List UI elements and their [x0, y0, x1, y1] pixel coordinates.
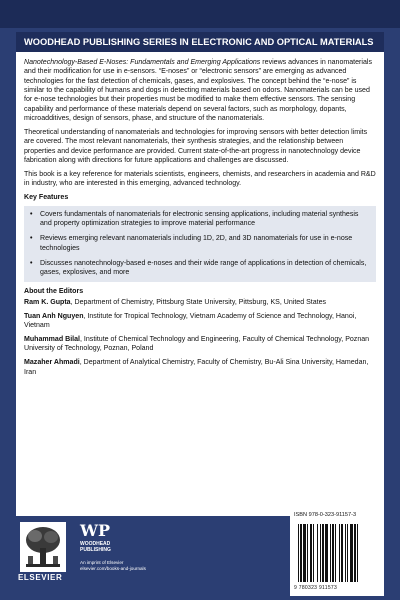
editor-entry — [24, 298, 376, 307]
barcode-bar — [317, 524, 318, 582]
feature-text: Reviews emerging relevant nanomaterials including 1D, 2D, and 3D nanomaterials for use in e-nose technologies — [40, 235, 353, 252]
top-band — [0, 0, 400, 28]
elsevier-wordmark: ELSEVIER — [18, 573, 63, 582]
book-title: Nanotechnology-Based E-Noses: Fundamentals and Emerging Applications — [24, 59, 261, 66]
barcode-bar — [345, 524, 346, 582]
imprint-line-1: An imprint of Elsevier — [80, 560, 124, 565]
elsevier-tree-logo — [20, 522, 66, 572]
intro-text: reviews advances in nanomaterials and their modification for use in e-sensors. “E-noses” or “electronic sensors” are emerging as advanced technologies for the fast detection of chemicals, gases, and explosives. The concept behind the “e-nose” is similar to the capability of humans and dogs in detecting materials based on odors. Nanomaterials can be used for e-nose technologies but their properties must be modified to make them effective sensors. The sensing capability and performance of these materials depend on several factors, such as morphology, dopants, microadditives, design of sensors, phase, and structure of the nanomaterials. — [24, 59, 372, 123]
editor-name: Ram K. Gupta — [24, 299, 71, 307]
barcode-bar — [303, 524, 306, 582]
feature-text: Discusses nanotechnology-based e-noses and their wide range of applications in detection of chemicals, gases, explosives, and more — [40, 259, 367, 277]
editor-affiliation: , Institute of Chemical Technology and Engineering, Faculty of Chemical Technology, Poznan University of Technology, Poznan, Poland — [24, 336, 370, 353]
barcode-number: 9 780323 911573 — [294, 585, 338, 591]
isbn-label: ISBN 978-0-323-91157-3 — [294, 512, 357, 518]
wp-logo: WP — [80, 521, 110, 540]
editor-entry — [24, 312, 376, 331]
barcode-bar — [322, 524, 324, 582]
bullet-icon: • — [30, 235, 33, 243]
barcode-bar — [298, 524, 299, 582]
barcode-bar — [320, 524, 321, 582]
editor-affiliation: , Institute for Tropical Technology, Vietnam Academy of Science and Technology, Hanoi, Vietnam — [24, 312, 357, 330]
barcode-bar — [332, 524, 334, 582]
barcode-bar — [347, 524, 348, 582]
woodhead-line-2: PUBLISHING — [80, 547, 111, 553]
feature-text: Covers fundamentals of nanomaterials for electronic sensing applications, including material synthesis and property optimization strategies to improve material performance — [40, 210, 359, 227]
bullet-icon: • — [30, 259, 33, 267]
barcode-bar — [341, 524, 343, 582]
feature-item — [30, 210, 370, 229]
barcode-bar — [357, 524, 358, 582]
editor-name: Tuan Anh Nguyen — [24, 312, 84, 320]
barcode-bar — [307, 524, 308, 582]
barcode-bar — [325, 524, 328, 582]
tree-icon — [20, 522, 66, 572]
paragraph-2: Theoretical understanding of nanomaterials and technologies for improving sensors with better detection limits are covered. The most relevant nanomaterials, their synthesis strategies, and the relationship between properties and device performance are provided. Current state-of-the-art progress in nanotechnology device fabrication along with directions for future applications and challenges are discussed. — [24, 129, 368, 165]
barcode-bar — [354, 524, 356, 582]
barcode-bar — [330, 524, 331, 582]
barcode-bar — [335, 524, 336, 582]
key-features-heading: Key Features — [24, 194, 69, 202]
key-features-box — [24, 206, 376, 282]
barcode-bar — [350, 524, 353, 582]
feature-item — [30, 234, 370, 253]
barcode-bar — [300, 524, 302, 582]
series-title: WOODHEAD PUBLISHING SERIES IN ELECTRONIC AND OPTICAL MATERIALS — [16, 32, 384, 52]
woodhead-line-1: WOODHEAD — [80, 541, 111, 547]
editor-entry — [24, 335, 376, 354]
description-panel — [16, 52, 384, 516]
barcode-bar — [313, 524, 314, 582]
feature-item — [30, 259, 370, 278]
editor-entry — [24, 358, 376, 377]
editor-affiliation: , Department of Analytical Chemistry, Faculty of Chemistry, Bu-Ali Sina University, Hamedan, Iran — [24, 359, 369, 376]
woodhead-label — [80, 541, 111, 553]
barcode-bar — [339, 524, 340, 582]
editor-name: Mazaher Ahmadi — [24, 359, 80, 367]
editors-heading: About the Editors — [24, 287, 84, 295]
intro-paragraph — [24, 58, 376, 124]
barcode-bar — [310, 524, 312, 582]
editor-name: Muhammad Bilal — [24, 336, 80, 344]
bullet-icon: • — [30, 210, 33, 218]
editor-affiliation: , Department of Chemistry, Pittsburg State University, Pittsburg, KS, United States — [70, 299, 327, 307]
imprint-line-2: elsevier.com/books-and-journals — [80, 566, 146, 572]
barcode-icon — [296, 524, 380, 584]
paragraph-3: This book is a key reference for materials scientists, engineers, chemists, and researchers in academia and R&D in industry, who are interested in this emerging, advanced technology. — [24, 170, 376, 188]
imprint-text — [80, 560, 146, 572]
